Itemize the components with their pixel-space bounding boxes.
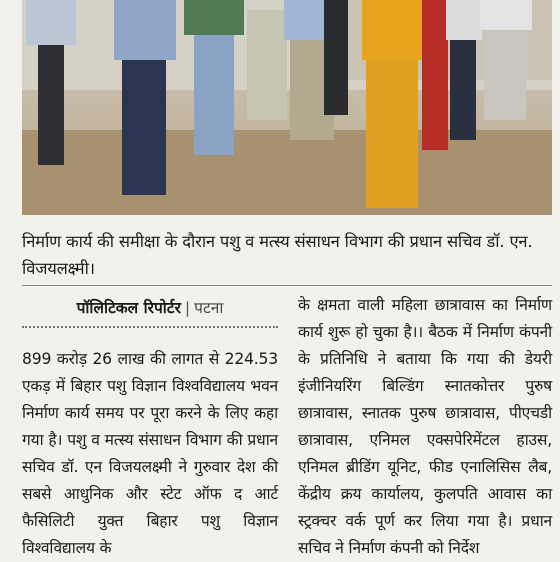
reporter-name: पॉलिटिकल रिपोर्टर xyxy=(76,299,181,317)
byline xyxy=(22,292,278,322)
section-divider xyxy=(22,285,552,286)
byline-divider xyxy=(22,326,278,328)
article-right-column xyxy=(298,292,552,562)
byline-separator: | xyxy=(184,299,191,317)
photo-caption: निर्माण कार्य की समीक्षा के दौरान पशु व मत्स्य संसाधन विभाग की प्रधान सचिव डॉ. एन. विजयलक्ष्मी। xyxy=(22,232,533,278)
article-text-right: के क्षमता वाली महिला छात्रावास का निर्माण कार्य शुरू हो चुका है।। बैठक में निर्माण कंपनी के प्रतिनिधि ने बताया कि गया की डेयरी इंजीनियरिंग बिल्डिंग स्नातकोत्तर पुरुष छात्रावास, स्नातक पुरुष छात्रावास, पीएचडी छात्रावास, एनिमल एक्सपेरिमेंटल हाउस, एनिमल ब्रीडिंग यूनिट, फीड एनालिसिस लैब, केंद्रीय क्रय कार्यालय, कुलपति आवास का स्ट्रक्चर वर्क पूर्ण कर लिया गया है। प्रधान सचिव ने निर्माण कंपनी को निर्देश xyxy=(298,296,552,557)
article-left-column xyxy=(22,292,278,562)
article-text-left: 899 करोड़ 26 लाख की लागत से 224.53 एकड़ में बिहार पशु विज्ञान विश्वविद्यालय भवन निर्माण कार्य समय पर पूरा करने के लिए कहा गया है। पशु व मत्स्य संसाधन विभाग की प्रधान सचिव डॉ. एन विजयलक्ष्मी ने गुरुवार देश की सबसे आधुनिक और स्टेट ऑफ द आर्ट फैसिलिटी युक्त बिहार पशु विज्ञान विश्वविद्यालय के xyxy=(22,350,278,557)
dateline-city: पटना xyxy=(194,299,224,317)
news-photo xyxy=(22,0,552,215)
